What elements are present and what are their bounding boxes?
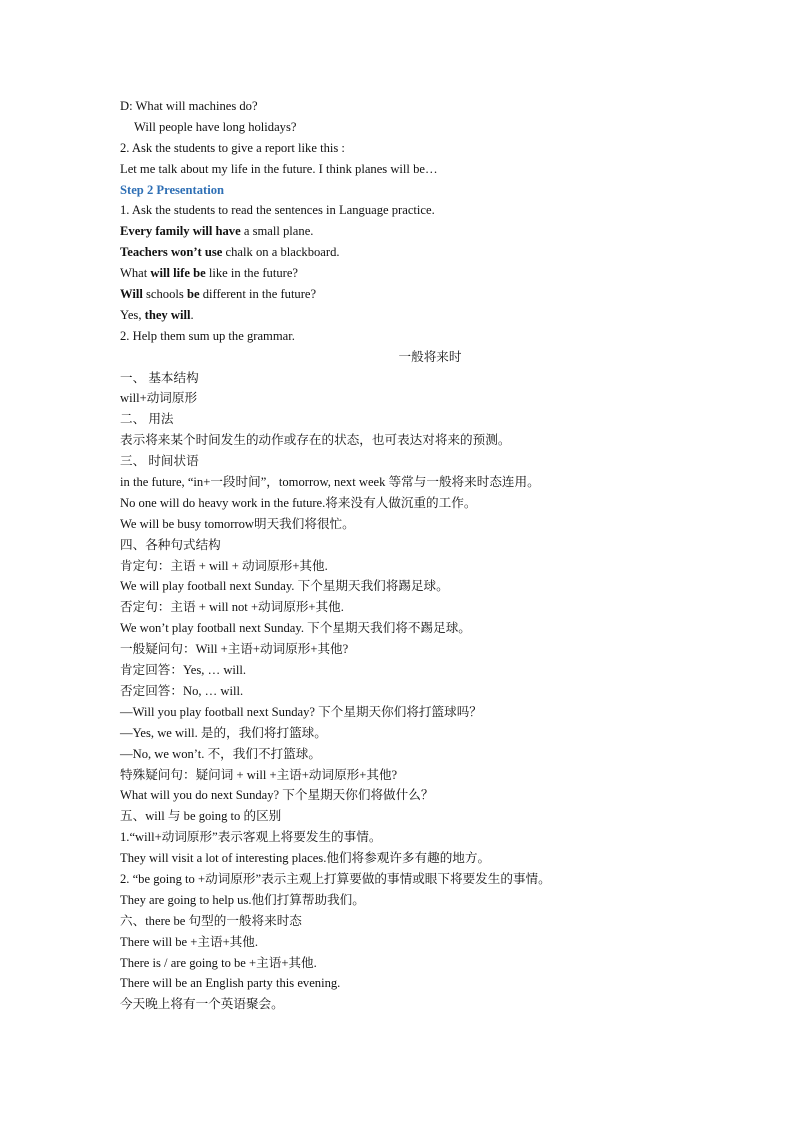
example-sentence xyxy=(120,305,680,326)
bold-phrase: will life be xyxy=(150,266,206,281)
text-line: We will play football next Sunday. 下个星期天我们将踢足球。 xyxy=(120,579,449,594)
bold-phrase: be xyxy=(186,287,200,302)
text-line: 二、 用法 xyxy=(120,412,174,427)
plain-text: . xyxy=(190,307,194,322)
text-line: will+动词原形 xyxy=(120,391,198,406)
text-line: 否定句：主语 + will not +动词原形+其他. xyxy=(120,600,344,615)
text-line: 一般疑问句：Will +主语+动词原形+其他? xyxy=(120,642,349,657)
plain-text: What xyxy=(120,266,151,281)
bold-phrase: they will xyxy=(144,307,191,322)
text-line: They will visit a lot of interesting places.他们将参观许多有趣的地方。 xyxy=(120,851,491,866)
plain-text: different in the future? xyxy=(199,287,317,302)
example-sentence xyxy=(120,221,680,242)
text-line: There will be an English party this evening. xyxy=(120,976,341,991)
text-line: We will be busy tomorrow明天我们将很忙。 xyxy=(120,516,355,531)
section-title: 一般将来时 xyxy=(398,349,462,364)
example-sentence xyxy=(120,242,680,263)
text-line: They are going to help us.他们打算帮助我们。 xyxy=(120,892,365,907)
text-line: 今天晚上将有一个英语聚会。 xyxy=(120,997,284,1012)
text-line: Let me talk about my life in the future. I think planes will be… xyxy=(120,161,438,176)
example-sentence xyxy=(120,284,680,305)
step-heading: Step 2 Presentation xyxy=(120,182,225,197)
plain-text: like in the future? xyxy=(205,266,299,281)
text-line: in the future, “in+一段时间”，tomorrow, next week 等常与一般将来时态连用。 xyxy=(120,475,540,490)
plain-text: chalk on a blackboard. xyxy=(222,245,340,260)
bold-phrase: Every family will have xyxy=(120,224,241,239)
text-line: —Will you play football next Sunday? 下个星期天你们将打篮球吗？ xyxy=(120,704,482,719)
text-line: —No, we won’t. 不，我们不打篮球。 xyxy=(120,746,321,761)
text-line: 2. Help them sum up the grammar. xyxy=(120,328,295,343)
text-line: There will be +主语+其他. xyxy=(120,934,259,949)
plain-text: schools xyxy=(142,287,187,302)
example-sentence xyxy=(120,263,680,284)
text-line: 1. Ask the students to read the sentences in Language practice. xyxy=(120,203,435,218)
text-line: 特殊疑问句：疑问词 + will +主语+动词原形+其他? xyxy=(120,767,398,782)
text-line: —Yes, we will. 是的，我们将打篮球。 xyxy=(120,725,327,740)
text-line: What will you do next Sunday? 下个星期天你们将做什么？ xyxy=(120,788,434,803)
text-line: No one will do heavy work in the future.将来没有人做沉重的工作。 xyxy=(120,495,477,510)
text-line: Will people have long holidays? xyxy=(134,119,297,134)
plain-text: a small plane. xyxy=(240,224,314,239)
text-line: 肯定回答：Yes, … will. xyxy=(120,663,247,678)
text-line: 五、will 与 be going to 的区别 xyxy=(120,809,282,824)
text-line: There is / are going to be +主语+其他. xyxy=(120,955,317,970)
document-page xyxy=(120,96,680,1015)
bold-phrase: Teachers won’t use xyxy=(120,245,223,260)
text-line: 四、各种句式结构 xyxy=(120,537,221,552)
text-line: 六、there be 句型的一般将来时态 xyxy=(120,913,302,928)
text-line: 否定回答：No, … will. xyxy=(120,683,244,698)
text-line: 一、 基本结构 xyxy=(120,370,199,385)
text-line: We won’t play football next Sunday. 下个星期天我们将不踢足球。 xyxy=(120,621,471,636)
text-line: 表示将来某个时间发生的动作或存在的状态，也可表达对将来的预测。 xyxy=(120,433,511,448)
bold-phrase: Will xyxy=(120,287,143,302)
text-line: D: What will machines do? xyxy=(120,99,258,113)
text-line: 1.“will+动词原形”表示客观上将要发生的事情。 xyxy=(120,830,382,845)
text-line: 肯定句：主语 + will + 动词原形+其他. xyxy=(120,558,328,573)
text-line: 三、 时间状语 xyxy=(120,454,199,469)
plain-text: Yes, xyxy=(120,307,145,322)
text-line: 2. “be going to +动词原形”表示主观上打算要做的事情或眼下将要发生的事情。 xyxy=(120,871,551,886)
text-line: 2. Ask the students to give a report like this : xyxy=(120,140,345,155)
